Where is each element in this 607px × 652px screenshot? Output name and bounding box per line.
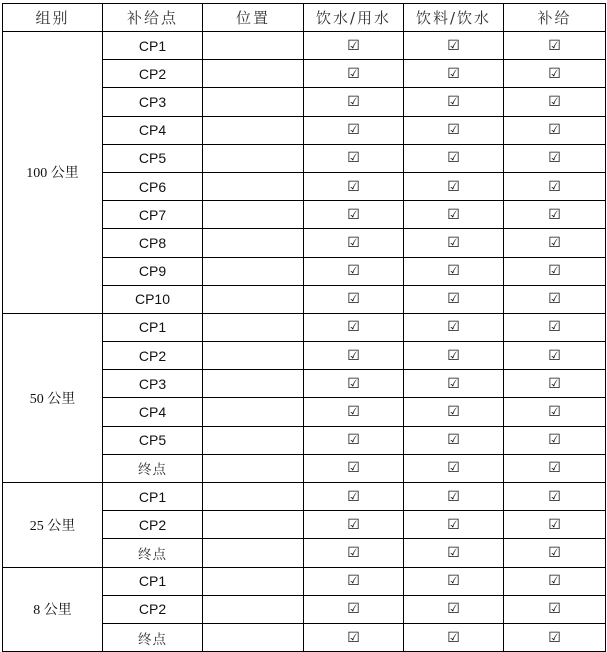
checkbox-icon: ☑ <box>548 206 561 223</box>
water-check-cell <box>304 144 404 172</box>
checkbox-icon: ☑ <box>347 234 360 251</box>
checkbox-icon: ☑ <box>548 601 561 618</box>
location-cell <box>203 595 304 623</box>
checkbox-icon: ☑ <box>548 319 561 336</box>
checkbox-icon: ☑ <box>447 375 460 392</box>
water-check-cell <box>304 88 404 116</box>
supply-point-cell: CP3 <box>103 88 203 116</box>
group-cell: 100 公里 <box>3 32 103 314</box>
table-body <box>3 32 606 652</box>
supply-point-cell: CP5 <box>103 426 203 454</box>
location-cell <box>203 623 304 651</box>
checkbox-icon: ☑ <box>447 488 460 505</box>
drinks-check-cell <box>404 511 504 539</box>
checkbox-icon: ☑ <box>548 404 561 421</box>
water-check-cell <box>304 313 404 341</box>
checkbox-icon: ☑ <box>447 178 460 195</box>
checkbox-icon: ☑ <box>447 629 460 646</box>
location-cell <box>203 483 304 511</box>
checkbox-icon: ☑ <box>447 37 460 54</box>
checkbox-icon: ☑ <box>347 93 360 110</box>
checkbox-icon: ☑ <box>548 516 561 533</box>
drinks-check-cell <box>404 60 504 88</box>
checkbox-icon: ☑ <box>548 488 561 505</box>
checkbox-icon: ☑ <box>347 206 360 223</box>
checkbox-icon: ☑ <box>347 573 360 590</box>
water-check-cell <box>304 229 404 257</box>
water-check-cell <box>304 595 404 623</box>
checkbox-icon: ☑ <box>548 573 561 590</box>
water-check-cell <box>304 201 404 229</box>
checkbox-icon: ☑ <box>447 432 460 449</box>
checkbox-icon: ☑ <box>447 291 460 308</box>
checkbox-icon: ☑ <box>548 150 561 167</box>
checkbox-icon: ☑ <box>447 460 460 477</box>
table-row <box>3 483 606 511</box>
checkbox-icon: ☑ <box>347 263 360 280</box>
checkbox-icon: ☑ <box>447 404 460 421</box>
supply-check-cell <box>504 229 606 257</box>
drinks-check-cell <box>404 539 504 567</box>
checkbox-icon: ☑ <box>447 601 460 618</box>
supply-point-cell: CP10 <box>103 285 203 313</box>
drinks-check-cell <box>404 201 504 229</box>
water-check-cell <box>304 426 404 454</box>
supply-check-cell <box>504 285 606 313</box>
location-cell <box>203 398 304 426</box>
drinks-check-cell <box>404 257 504 285</box>
checkbox-icon: ☑ <box>447 93 460 110</box>
checkbox-icon: ☑ <box>548 544 561 561</box>
supply-point-cell: 终点 <box>103 623 203 651</box>
supply-check-cell <box>504 257 606 285</box>
checkbox-icon: ☑ <box>548 93 561 110</box>
location-cell <box>203 454 304 482</box>
table-row <box>3 313 606 341</box>
checkbox-icon: ☑ <box>347 629 360 646</box>
water-check-cell <box>304 60 404 88</box>
water-check-cell <box>304 32 404 60</box>
supply-point-cell: CP9 <box>103 257 203 285</box>
supply-point-cell: CP2 <box>103 595 203 623</box>
checkbox-icon: ☑ <box>548 291 561 308</box>
checkbox-icon: ☑ <box>347 404 360 421</box>
supply-check-cell <box>504 567 606 595</box>
location-cell <box>203 511 304 539</box>
checkbox-icon: ☑ <box>347 291 360 308</box>
header-row <box>3 4 606 32</box>
drinks-check-cell <box>404 567 504 595</box>
drinks-check-cell <box>404 623 504 651</box>
checkbox-icon: ☑ <box>347 65 360 82</box>
supply-point-cell: CP1 <box>103 567 203 595</box>
supply-point-cell: CP3 <box>103 370 203 398</box>
checkbox-icon: ☑ <box>548 65 561 82</box>
checkbox-icon: ☑ <box>447 206 460 223</box>
checkbox-icon: ☑ <box>347 150 360 167</box>
location-cell <box>203 116 304 144</box>
supply-check-cell <box>504 426 606 454</box>
checkbox-icon: ☑ <box>548 375 561 392</box>
checkbox-icon: ☑ <box>447 347 460 364</box>
supply-check-cell <box>504 454 606 482</box>
checkbox-icon: ☑ <box>548 37 561 54</box>
checkbox-icon: ☑ <box>548 122 561 139</box>
water-check-cell <box>304 623 404 651</box>
supply-point-cell: CP4 <box>103 116 203 144</box>
location-cell <box>203 539 304 567</box>
checkbox-icon: ☑ <box>347 37 360 54</box>
supply-check-cell <box>504 32 606 60</box>
supply-point-cell: CP1 <box>103 313 203 341</box>
table-row <box>3 567 606 595</box>
location-cell <box>203 201 304 229</box>
checkbox-icon: ☑ <box>347 178 360 195</box>
drinks-check-cell <box>404 144 504 172</box>
checkbox-icon: ☑ <box>447 573 460 590</box>
checkbox-icon: ☑ <box>548 629 561 646</box>
water-check-cell <box>304 454 404 482</box>
supply-point-cell: CP1 <box>103 483 203 511</box>
supply-point-cell: CP2 <box>103 342 203 370</box>
location-cell <box>203 144 304 172</box>
checkbox-icon: ☑ <box>548 263 561 280</box>
drinks-check-cell <box>404 313 504 341</box>
supply-check-cell <box>504 623 606 651</box>
water-check-cell <box>304 370 404 398</box>
checkbox-icon: ☑ <box>447 150 460 167</box>
drinks-check-cell <box>404 172 504 200</box>
checkbox-icon: ☑ <box>447 122 460 139</box>
location-cell <box>203 32 304 60</box>
supply-check-cell <box>504 539 606 567</box>
supply-table <box>2 3 606 652</box>
supply-point-cell: CP7 <box>103 201 203 229</box>
checkbox-icon: ☑ <box>548 347 561 364</box>
drinks-check-cell <box>404 285 504 313</box>
water-check-cell <box>304 539 404 567</box>
drinks-check-cell <box>404 342 504 370</box>
checkbox-icon: ☑ <box>447 319 460 336</box>
header-drinks: 饮料/饮水 <box>404 4 504 32</box>
location-cell <box>203 342 304 370</box>
supply-point-cell: CP1 <box>103 32 203 60</box>
header-water: 饮水/用水 <box>304 4 404 32</box>
header-supply: 补给 <box>504 4 606 32</box>
supply-point-cell: 终点 <box>103 454 203 482</box>
supply-point-cell: CP6 <box>103 172 203 200</box>
supply-check-cell <box>504 116 606 144</box>
checkbox-icon: ☑ <box>447 544 460 561</box>
header-group: 组别 <box>3 4 103 32</box>
water-check-cell <box>304 567 404 595</box>
checkbox-icon: ☑ <box>447 263 460 280</box>
location-cell <box>203 313 304 341</box>
drinks-check-cell <box>404 483 504 511</box>
checkbox-icon: ☑ <box>347 460 360 477</box>
supply-check-cell <box>504 342 606 370</box>
supply-check-cell <box>504 370 606 398</box>
water-check-cell <box>304 257 404 285</box>
checkbox-icon: ☑ <box>347 319 360 336</box>
drinks-check-cell <box>404 116 504 144</box>
checkbox-icon: ☑ <box>548 432 561 449</box>
supply-point-cell: CP8 <box>103 229 203 257</box>
supply-point-cell: CP5 <box>103 144 203 172</box>
drinks-check-cell <box>404 229 504 257</box>
location-cell <box>203 285 304 313</box>
checkbox-icon: ☑ <box>447 65 460 82</box>
checkbox-icon: ☑ <box>347 347 360 364</box>
drinks-check-cell <box>404 370 504 398</box>
location-cell <box>203 426 304 454</box>
checkbox-icon: ☑ <box>347 601 360 618</box>
drinks-check-cell <box>404 426 504 454</box>
checkbox-icon: ☑ <box>548 234 561 251</box>
checkbox-icon: ☑ <box>347 375 360 392</box>
drinks-check-cell <box>404 595 504 623</box>
drinks-check-cell <box>404 32 504 60</box>
location-cell <box>203 567 304 595</box>
table-header <box>3 4 606 32</box>
supply-check-cell <box>504 144 606 172</box>
checkbox-icon: ☑ <box>347 544 360 561</box>
location-cell <box>203 370 304 398</box>
checkbox-icon: ☑ <box>447 234 460 251</box>
supply-point-cell: 终点 <box>103 539 203 567</box>
checkbox-icon: ☑ <box>347 432 360 449</box>
supply-check-cell <box>504 595 606 623</box>
water-check-cell <box>304 285 404 313</box>
drinks-check-cell <box>404 88 504 116</box>
checkbox-icon: ☑ <box>548 178 561 195</box>
water-check-cell <box>304 172 404 200</box>
group-cell: 25 公里 <box>3 483 103 568</box>
water-check-cell <box>304 342 404 370</box>
water-check-cell <box>304 116 404 144</box>
drinks-check-cell <box>404 454 504 482</box>
water-check-cell <box>304 511 404 539</box>
checkbox-icon: ☑ <box>347 488 360 505</box>
supply-check-cell <box>504 511 606 539</box>
location-cell <box>203 229 304 257</box>
supply-point-cell: CP2 <box>103 511 203 539</box>
drinks-check-cell <box>404 398 504 426</box>
supply-check-cell <box>504 313 606 341</box>
location-cell <box>203 257 304 285</box>
supply-check-cell <box>504 88 606 116</box>
checkbox-icon: ☑ <box>347 122 360 139</box>
water-check-cell <box>304 398 404 426</box>
table-row <box>3 32 606 60</box>
checkbox-icon: ☑ <box>347 516 360 533</box>
supply-point-cell: CP4 <box>103 398 203 426</box>
supply-point-cell: CP2 <box>103 60 203 88</box>
location-cell <box>203 88 304 116</box>
supply-check-cell <box>504 60 606 88</box>
checkbox-icon: ☑ <box>447 516 460 533</box>
location-cell <box>203 60 304 88</box>
header-supply-point: 补给点 <box>103 4 203 32</box>
location-cell <box>203 172 304 200</box>
checkbox-icon: ☑ <box>548 460 561 477</box>
group-cell: 50 公里 <box>3 313 103 482</box>
supply-check-cell <box>504 201 606 229</box>
supply-check-cell <box>504 398 606 426</box>
supply-check-cell <box>504 483 606 511</box>
group-cell: 8 公里 <box>3 567 103 652</box>
water-check-cell <box>304 483 404 511</box>
supply-check-cell <box>504 172 606 200</box>
header-location: 位置 <box>203 4 304 32</box>
